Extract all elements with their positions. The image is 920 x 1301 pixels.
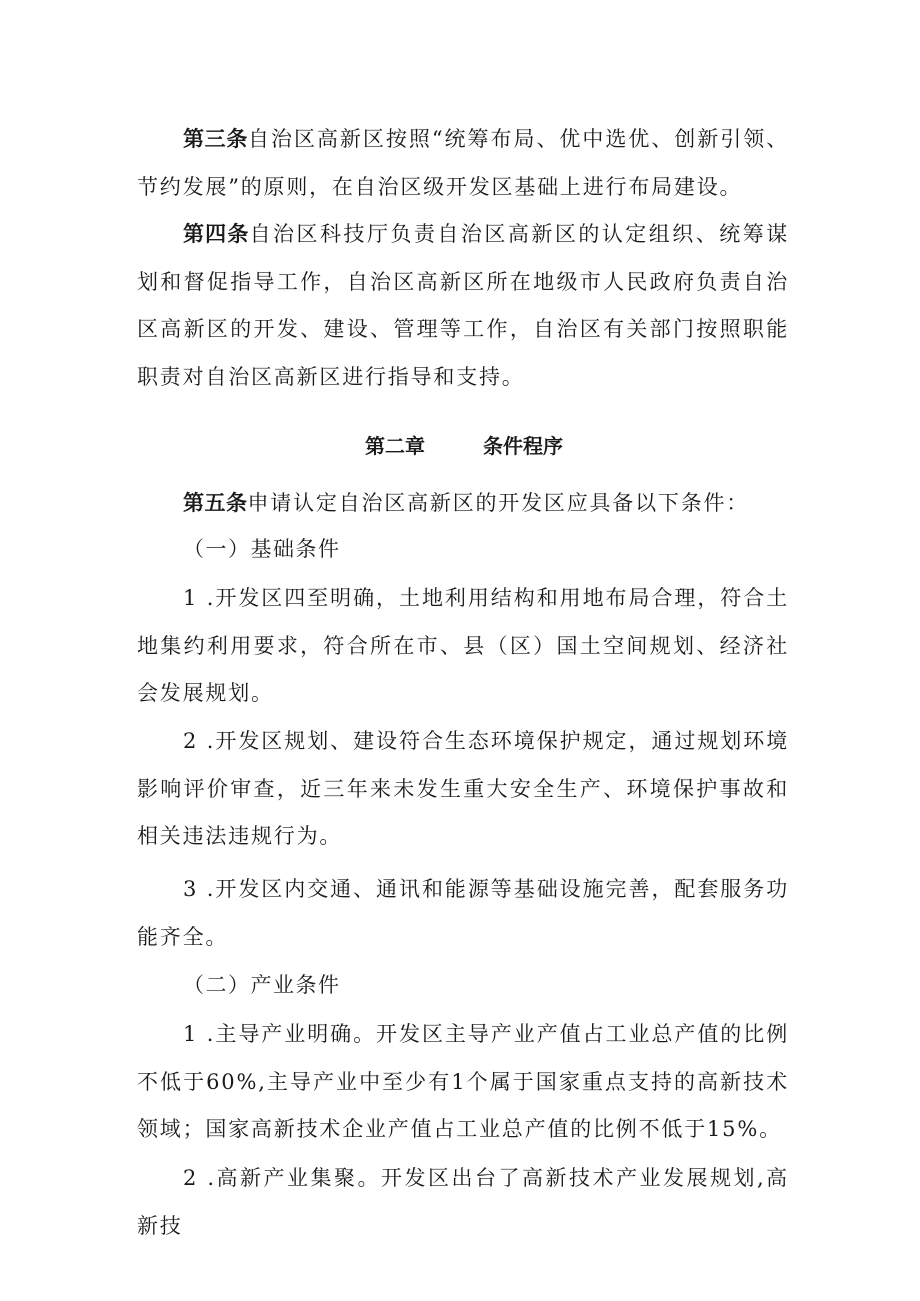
article-5-text: 申请认定自治区高新区的开发区应具备以下条件： <box>247 491 750 515</box>
chapter-number: 第二章 <box>365 434 425 458</box>
section-2-heading: （二）产业条件 <box>183 973 341 997</box>
section-1-item-2: 2 .开发区规划、建设符合生态环境保护规定，通过规划环境影响评价审查，近三年来未发生重大安全生产、环境保护事故和相关违法违规行为。 <box>137 729 789 848</box>
section-2-item-1: 1 .主导产业明确。开发区主导产业产值占工业总产值的比例不低于60%,主导产业中至少有1个属于国家重点支持的高新技术领域；国家高新技术企业产值占工业总产值的比例不低于15%。 <box>137 1022 789 1141</box>
section-1-heading: （一）基础条件 <box>183 537 341 561</box>
chapter-title: 条件程序 <box>483 434 563 458</box>
section-1-item-3: 3 .开发区内交通、通讯和能源等基础设施完善，配套服务功能齐全。 <box>137 877 789 949</box>
section-1-item-1: 1 .开发区四至明确，土地利用结构和用地布局合理，符合土地集约利用要求，符合所在市、县（区）国土空间规划、经济社会发展规划。 <box>137 586 789 705</box>
article-3-text: 自治区高新区按照“统筹布局、优中选优、创新引领、节约发展”的原则，在自治区级开发区基础上进行布局建设。 <box>137 127 790 199</box>
section-2-item-2: 2 .高新产业集聚。开发区出台了高新技术产业发展规划,高新技 <box>137 1166 789 1238</box>
chapter-heading <box>137 426 789 466</box>
article-4-label: 第四条 <box>183 222 250 246</box>
article-4-paragraph <box>137 211 789 401</box>
article-4-text: 自治区科技厅负责自治区高新区的认定组织、统筹谋划和督促指导工作，自治区高新区所在地级市人民政府负责自治区高新区的开发、建设、管理等工作，自治区有关部门按照职能职责对自治区高新区进行指导和支持。 <box>137 222 790 389</box>
article-5-label: 第五条 <box>183 491 248 515</box>
article-3-paragraph <box>137 116 789 211</box>
article-5-paragraph <box>137 480 789 528</box>
article-3-label: 第三条 <box>183 127 249 151</box>
